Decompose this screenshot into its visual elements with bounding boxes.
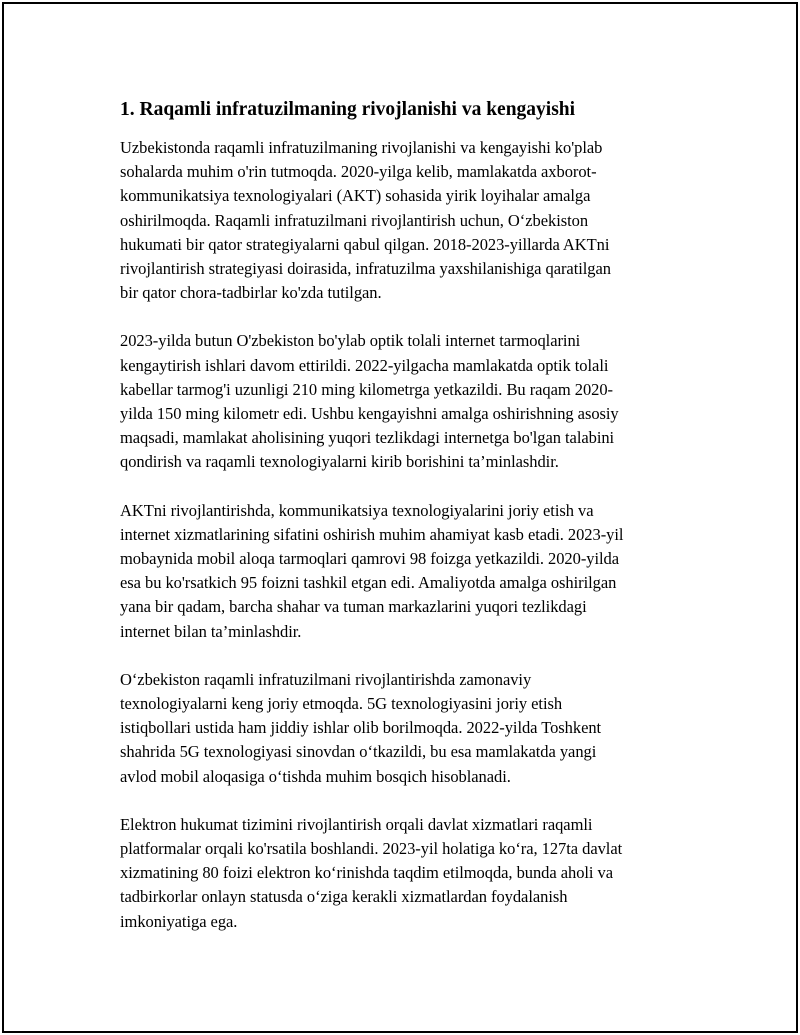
paragraph-5g-technology (120, 668, 710, 789)
text-line: istiqbollari ustida ham jiddiy ishlar olib borilmoqda. 2022-yilda Toshkent (120, 718, 602, 738)
text-line: tadbirkorlar onlayn statusda o‘ziga kerakli xizmatlardan foydalanish (120, 887, 568, 907)
paragraph-e-government (120, 813, 710, 934)
text-line: kommunikatsiya texnologiyalari (AKT) sohasida yirik loyihalar amalga (120, 186, 591, 206)
text-line: oshirilmoqda. Raqamli infratuzilmani rivojlantirish uchun, O‘zbekiston (120, 210, 589, 230)
text-line: platformalar orqali ko'rsatila boshlandi. 2023-yil holatiga ko‘ra, 127ta davlat (120, 839, 623, 859)
text-line: kabellar tarmog'i uzunligi 210 ming kilometrga yetkazildi. Bu raqam 2020- (120, 379, 613, 399)
text-line: avlod mobil aloqasiga o‘tishda muhim bosqich hisoblanadi. (120, 766, 511, 786)
text-line: hukumati bir qator strategiyalarni qabul qilgan. 2018-2023-yillarda AKTni (120, 234, 610, 254)
text-line: qondirish va raqamli texnologiyalarni kirib borishini ta’minlashdir. (120, 452, 559, 472)
page-frame (2, 2, 798, 1033)
text-line: Elektron hukumat tizimini rivojlantirish orqali davlat xizmatlari raqamli (120, 814, 593, 834)
text-line: texnologiyalarni keng joriy etmoqda. 5G texnologiyasini joriy etish (120, 694, 563, 714)
text-line: shahrida 5G texnologiyasi sinovdan o‘tkazildi, bu esa mamlakatda yangi (120, 742, 597, 762)
text-line: imkoniyatiga ega. (120, 911, 238, 931)
text-line: kengaytirish ishlari davom ettirildi. 2022-yilgacha mamlakatda optik tolali (120, 355, 609, 375)
text-line: yana bir qadam, barcha shahar va tuman markazlarini yuqori tezlikdagi (120, 597, 587, 617)
text-line: internet xizmatlarining sifatini oshirish muhim ahamiyat kasb etadi. 2023-yil (120, 524, 624, 544)
paragraph-infrastructure-overview (120, 136, 710, 305)
section-heading: 1. Raqamli infratuzilmaning rivojlanishi va kengayishi (120, 99, 576, 120)
text-line: O‘zbekiston raqamli infratuzilmani rivojlantirishda zamonaviy (120, 669, 532, 689)
text-line: yilda 150 ming kilometr edi. Ushbu kengayishni amalga oshirishning asosiy (120, 404, 619, 424)
text-line: rivojlantirish strategiyasi doirasida, infratuzilma yaxshilanishiga qaratilgan (120, 259, 611, 279)
paragraph-mobile-coverage (120, 499, 710, 644)
text-line: maqsadi, mamlakat aholisining yuqori tezlikdagi internetga bo'lgan talabini (120, 428, 615, 448)
text-line: Uzbekistonda raqamli infratuzilmaning rivojlanishi va kengayishi ko'plab (120, 138, 603, 157)
text-line: sohalarda muhim o'rin tutmoqda. 2020-yilga kelib, mamlakatda axborot- (120, 162, 597, 182)
text-line: xizmatining 80 foizi elektron ko‘rinishda taqdim etilmoqda, bunda aholi va (120, 863, 614, 883)
text-line: esa bu ko'rsatkich 95 foizni tashkil etgan edi. Amaliyotda amalga oshirilgan (120, 573, 617, 593)
paragraph-fiber-optic (120, 329, 710, 474)
text-line: AKTni rivojlantirishda, kommunikatsiya texnologiyalarini joriy etish va (120, 500, 594, 520)
text-line: mobaynida mobil aloqa tarmoqlari qamrovi 98 foizga yetkazildi. 2020-yilda (120, 549, 620, 569)
text-line: internet bilan ta’minlashdir. (120, 621, 302, 641)
text-line: 2023-yilda butun O'zbekiston bo'ylab optik tolali internet tarmoqlarini (120, 331, 581, 351)
text-line: bir qator chora-tadbirlar ko'zda tutilgan. (120, 283, 382, 303)
document-content (120, 97, 710, 958)
